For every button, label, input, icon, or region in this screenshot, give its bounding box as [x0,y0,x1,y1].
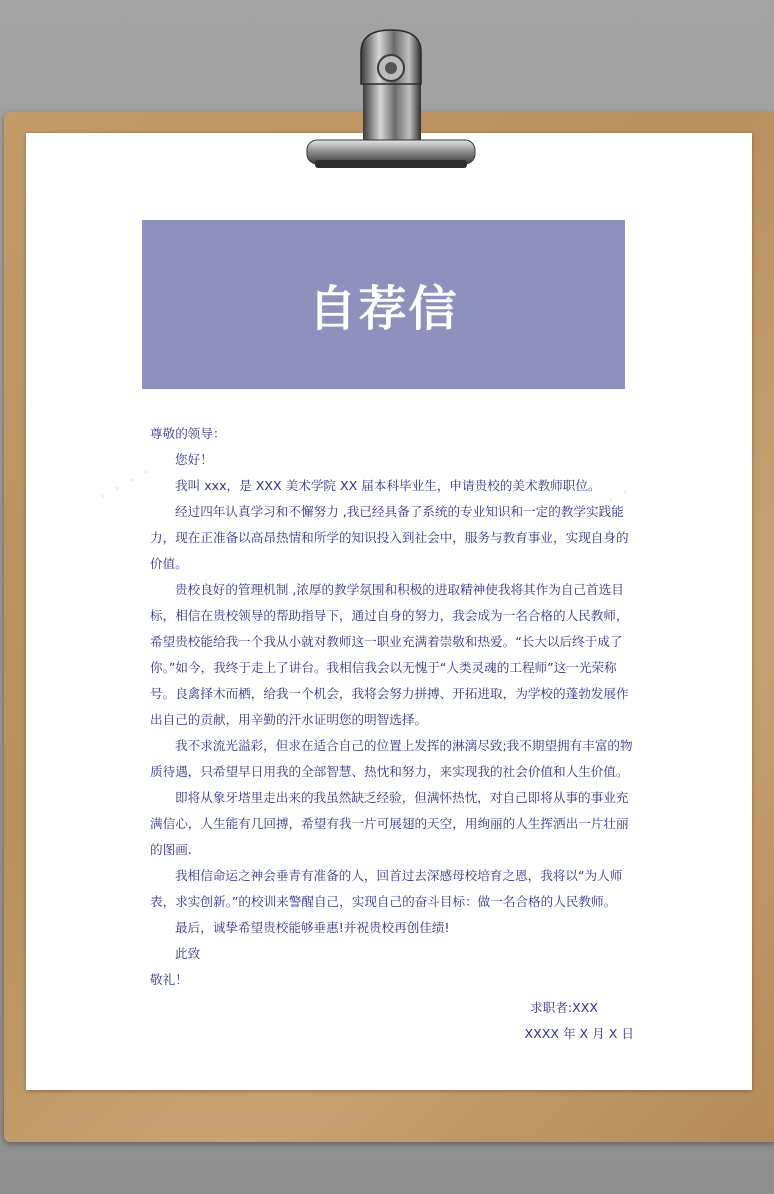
paragraph: 最后，诚挚希望贵校能够垂惠!并祝贵校再创佳绩! [175,920,450,935]
document-title: 自荐信 [308,281,459,337]
letter-body [150,421,638,1047]
watermark: · · · · [92,457,158,513]
greeting: 您好！ [175,452,213,467]
binder-clip-icon [293,22,483,182]
paragraph: 我不求流光溢彩，但求在适合自己的位置上发挥的淋漓尽致;我不期望拥有丰富的物质待遇，只希望早日用我的全部智慧、热忱和努力，来实现我的社会价值和人生价值。 [150,738,633,779]
salutation: 尊敬的领导： [150,426,226,441]
date: XXXX 年 X 月 X 日 [524,1026,634,1041]
paragraph: 贵校良好的管理机制 ,浓厚的教学氛围和积极的进取精神使我将其作为自己首选目标，相信在贵校领导的帮助指导下，通过自身的努力，我会成为一名合格的人民教师，希望贵校能给我一个我从小就对教师这一职业充满着崇敬和热爱。“长大以后终于成了你。”如今，我终于走上了讲台。我相信我会以无愧于“人类灵魂的工程师”这一光荣称号。良禽择木而栖，给我一个机会，我将会努力拼搏、开拓进取，为学校的蓬勃发展作出自己的贡献，用辛勤的汗水证明您的明智选择。 [150,582,629,727]
watermark: · · · · [571,477,637,533]
paragraph: 经过四年认真学习和不懈努力 ,我已经具备了系统的专业知识和一定的教学实践能力，现在正准备以高昂热情和所学的知识投入到社会中，服务与教育事业，实现自身的价值。 [150,504,629,571]
title-banner [142,220,625,389]
paragraph: 我相信命运之神会垂青有准备的人，回首过去深感母校培育之恩，我将以“为人师表，求实创新。”的校训来警醒自己，实现自己的奋斗目标：做一名合格的人民教师。 [150,868,623,909]
paragraph: 我叫 xxx，是 XXX 美术学院 XX 届本科毕业生，申请贵校的美术教师职位。 [175,478,601,493]
paragraph: 即将从象牙塔里走出来的我虽然缺乏经验，但满怀热忱，对自己即将从事的事业充满信心，人生能有几回搏，希望有我一片可展翅的天空，用绚丽的人生挥洒出一片壮丽的图画. [150,790,629,857]
closing-line: 此致 [175,946,201,961]
signature: 求职者:XXX [530,1000,598,1015]
closing-regards: 敬礼！ [150,972,188,987]
